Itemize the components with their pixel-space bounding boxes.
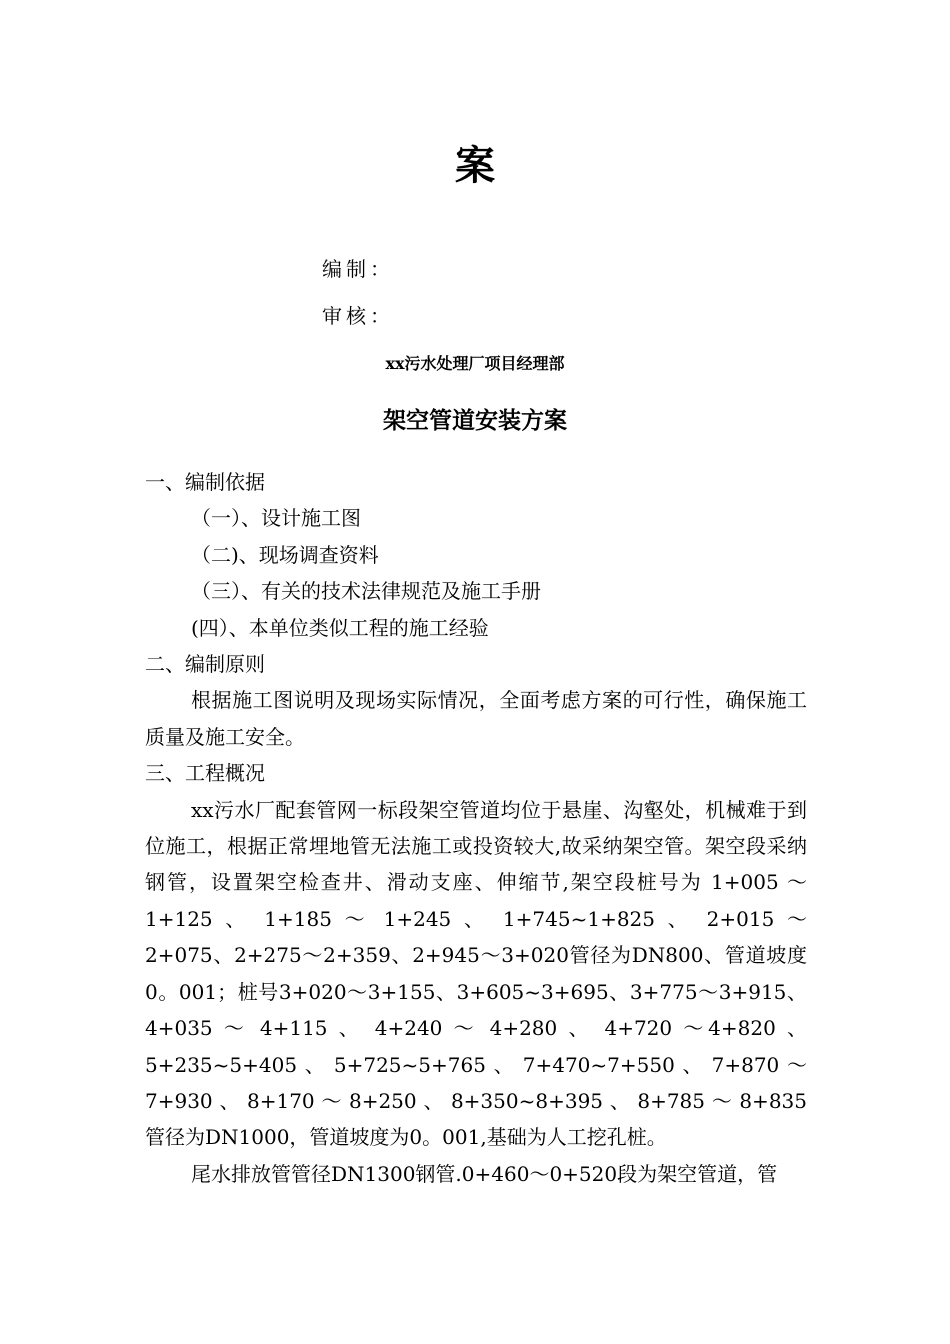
principles-paragraph: 根据施工图说明及现场实际情况，全面考虑方案的可行性，确保施工质量及施工安全。 [145,688,807,749]
compiled-by-label: 编制： [322,257,394,281]
basis-item-2: （二)、现场调查资料 [191,542,379,567]
overview-paragraph-1: xx污水厂配套管网一标段架空管道均位于悬崖、沟壑处，机械难于到位施工，根据正常埋地管无法施工或投资较大,故采纳架空管。架空段采纳钢管，设置架空检查井、滑动支座、伸缩节,架空段桩号为 1+005 ～ 1+125 、 1+185 ～ 1+245 、 1+745~1+825 、 2+015 ～2+075、2+275～2+359、2+945～3+020管径为DN800、管道坡度0。001；桩号3+020～3+155、3+605~3+695、3+775～3+915、4+035 ～ 4+115 、 4+240 ～ 4+280 、 4+720 ～4+820 、 5+235~5+405 、 5+725~5+765 、 7+470~7+550 、 7+870 ～7+930 、 8+170 ～ 8+250 、 8+350~8+395 、 8+785 ～ 8+835 管径为DN1000，管道坡度为0。001,基础为人工挖孔桩。 [145,797,807,1150]
section-heading-overview: 三、工程概况 [145,761,265,786]
basis-item-3: （三）、有关的技术法律规范及施工手册 [191,579,541,604]
section-heading-principles: 二、编制原则 [145,652,265,677]
cover-title-fragment: 案 [455,142,495,189]
document-title: 架空管道安装方案 [383,407,567,434]
document-body [145,464,807,1192]
section-heading-basis: 一、编制依据 [145,470,265,494]
overview-paragraph-2: 尾水排放管管径DN1300钢管.0+460～0+520段为架空管道，管 [191,1161,778,1186]
organization-name: xx污水处理厂项目经理部 [385,354,565,373]
basis-item-4: (四）、本单位类似工程的施工经验 [191,615,489,640]
basis-item-1: （一）、设计施工图 [191,506,361,531]
reviewed-by-label: 审核： [322,304,394,328]
